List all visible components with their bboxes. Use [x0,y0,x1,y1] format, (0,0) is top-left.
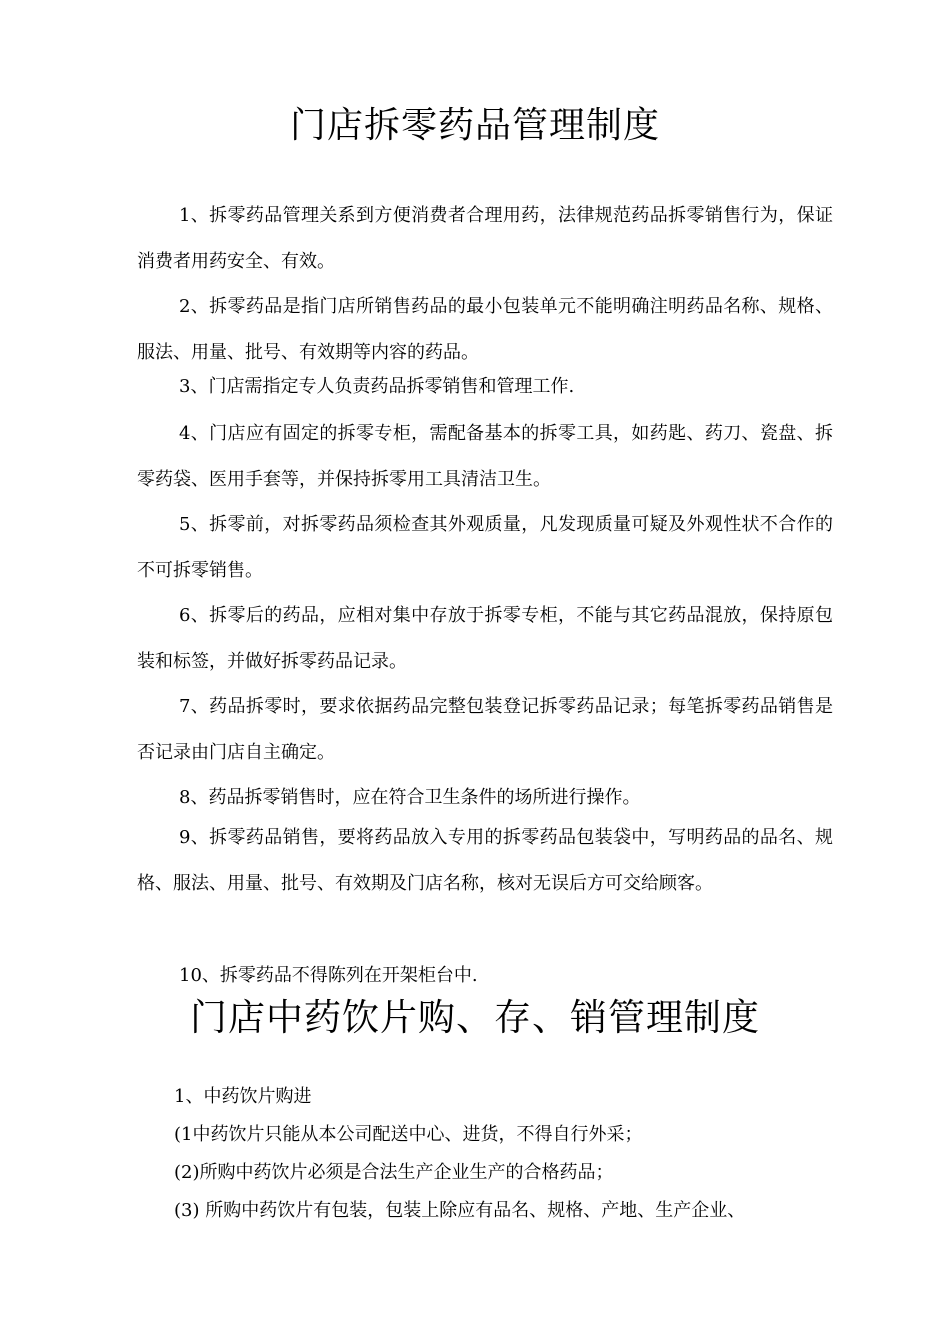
section1-paragraph-7: 7、药品拆零时，要求依据药品完整包装登记拆零药品记录；每笔拆零药品销售是否记录由门店自主确定。 [137,696,833,763]
section2-title: 门店中药饮片购、存、销管理制度 [190,996,760,1039]
section1-paragraph-6: 6、拆零后的药品，应相对集中存放于拆零专柜，不能与其它药品混放，保持原包装和标签，并做好拆零药品记录。 [137,605,833,672]
section1-paragraph-5: 5、拆零前，对拆零药品须检查其外观质量，凡发现质量可疑及外观性状不合作的不可拆零销售。 [137,514,833,581]
section1-paragraph-8: 8、药品拆零销售时，应在符合卫生条件的场所进行操作。 [179,787,641,808]
section1-paragraph-3: 3、门店需指定专人负责药品拆零销售和管理工作. [179,376,575,397]
section1-paragraph-9: 9、拆零药品销售，要将药品放入专用的拆零药品包装袋中，写明药品的品名、规格、服法、用量、批号、有效期及门店名称，核对无误后方可交给顾客。 [137,827,833,894]
section2-item-3: (3) 所购中药饮片有包装，包装上除应有品名、规格、产地、生产企业、 [174,1200,746,1221]
section1-paragraph-10: 10、拆零药品不得陈列在开架柜台中. [179,965,478,986]
section1-paragraph-2: 2、拆零药品是指门店所销售药品的最小包装单元不能明确注明药品名称、规格、服法、用量、批号、有效期等内容的药品。 [137,296,833,363]
section1-paragraph-1: 1、拆零药品管理关系到方便消费者合理用药，法律规范药品拆零销售行为，保证消费者用药安全、有效。 [137,205,833,272]
section1-paragraph-4: 4、门店应有固定的拆零专柜，需配备基本的拆零工具，如药匙、药刀、瓷盘、拆零药袋、医用手套等，并保持拆零用工具清洁卫生。 [137,423,833,490]
section2-item-2: (2)所购中药饮片必须是合法生产企业生产的合格药品； [174,1162,614,1183]
section2-item-1: (1中药饮片只能从本公司配送中心、进货，不得自行外采； [174,1124,643,1145]
section2-heading-purchase: 1、中药饮片购进 [174,1086,312,1107]
section1-title: 门店拆零药品管理制度 [289,105,660,146]
